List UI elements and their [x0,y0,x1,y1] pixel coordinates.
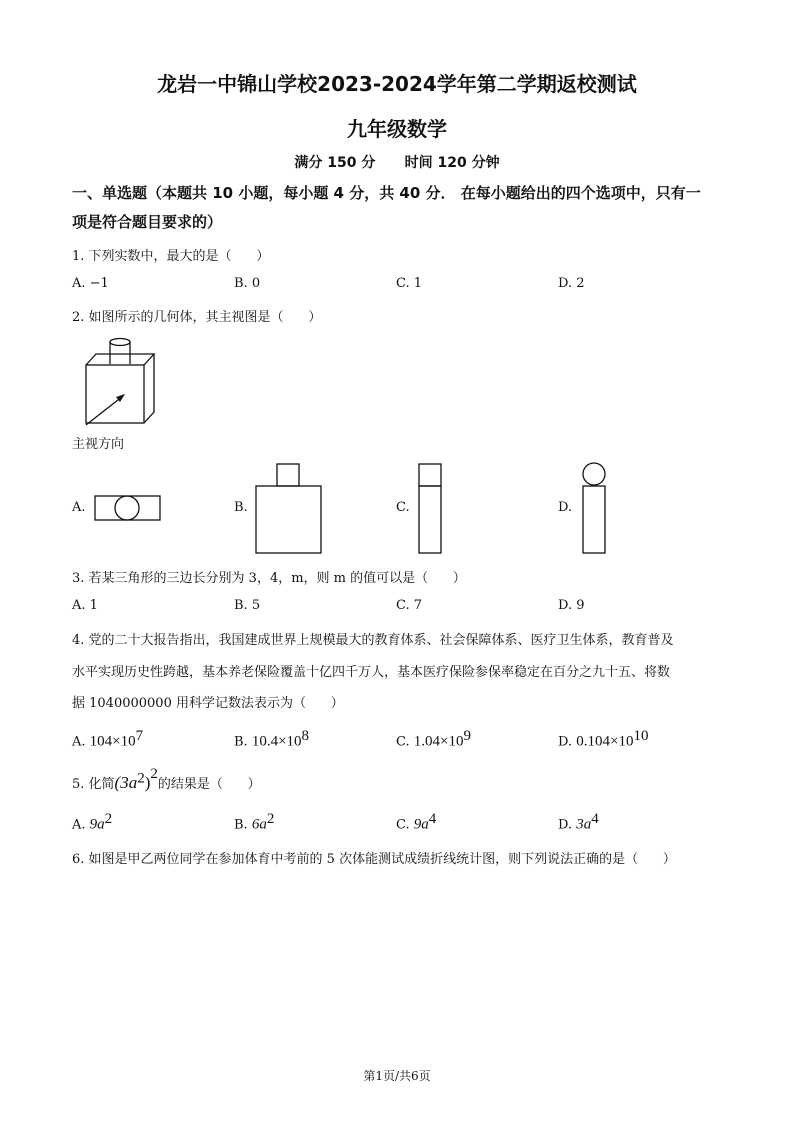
question-4-option-c [396,728,471,750]
option-exponent: 2 [266,811,275,827]
question-2-option-d: D. [558,500,573,515]
question-2-option-c: C. [396,500,410,515]
option-term: 3a [576,816,592,833]
question-6-stem: 6. 如图是甲乙两位同学在参加体育中考前的 5 次体能测试成绩折线统计图，则下列说法正确的是（ ） [72,852,676,867]
option-exponent: 4 [591,811,599,827]
question-1-option-d: D. 2 [558,276,585,291]
question-1-option-b: B. 0 [234,276,261,291]
question-5-option-c [396,811,436,833]
question-3-option-b: B. 5 [234,598,261,613]
question-2-stem: 2. 如图所示的几何体，其主视图是（ ） [72,310,322,325]
option-base: 0.104×10 [576,733,634,750]
option-term: 9a [89,816,105,833]
question-4-option-b [234,728,309,750]
question-4-line3: 据 1040000000 用科学记数法表示为（ ） [72,696,344,711]
exam-subject: 九年级数学 [347,117,447,141]
option-exponent: 8 [301,728,310,744]
section-heading-line1: 一、单选题（本题共 10 小题，每小题 4 分，共 40 分． 在每小题给出的四个选项中，只有一 [72,184,701,202]
option-label: C. [396,734,410,750]
question-3-option-c: C. 7 [396,598,423,613]
question-3-option-a: A. 1 [72,598,98,613]
question-1-stem: 1. 下列实数中，最大的是（ ） [72,249,270,264]
option-term: 6a [251,816,267,833]
option-exponent: 10 [633,728,649,744]
page-number: 第1页/共6页 [363,1069,431,1083]
section-heading-line2: 项是符合题目要求的） [72,213,223,231]
option-base: 1.04×10 [413,733,464,750]
option-label: A. [72,734,86,750]
question-4-option-a [72,728,143,750]
option-label: D. [558,734,573,750]
option-exponent: 2 [104,811,113,827]
question-3-option-d: D. 9 [558,598,585,613]
question-3-stem: 3. 若某三角形的三边长分别为 3，4，m，则 m 的值可以是（ ） [72,571,466,586]
option-term: 9a [413,816,429,833]
stem-expression: (3a [114,773,138,792]
question-5-option-b [234,811,274,833]
question-2-option-b: B. [234,500,248,515]
option-base: 104×10 [89,733,136,750]
option-base: 10.4×10 [251,733,302,750]
question-5-option-a [72,811,112,833]
option-label: A. [72,817,86,833]
stem-prefix: 5. 化简 [72,777,115,792]
option-label: C. [396,817,410,833]
exam-title: 龙岩一中锦山学校2023-2024学年第二学期返校测试 [157,72,637,96]
question-1-option-c: C. 1 [396,276,423,291]
stem-suffix: 的结果是（ ） [157,777,261,792]
question-1-option-a: A. −1 [72,276,109,291]
question-5-stem [72,766,261,793]
option-label: B. [234,734,248,750]
question-4-line2: 水平实现历史性跨越，基本养老保险覆盖十亿四千万人，基本医疗保险参保率稳定在百分之九十五、将数 [72,665,671,680]
view-direction-caption: 主视方向 [72,437,125,452]
option-label: B. [234,817,248,833]
question-2-option-a: A. [72,500,86,515]
stem-outer-exponent: 2 [150,766,158,782]
option-exponent: 4 [428,811,437,827]
question-4-option-d [558,728,648,750]
option-exponent: 9 [463,728,471,744]
exam-meta: 满分 150 分 时间 120 分钟 [294,155,500,171]
stem-inner-exponent: 2 [137,770,145,787]
option-exponent: 7 [135,728,144,744]
stem-close-paren: ) [144,773,151,792]
question-5-option-d [558,811,599,833]
question-4-line1: 4. 党的二十大报告指出，我国建成世界上规模最大的教育体系、社会保障体系、医疗卫生体系，教育普及 [72,633,674,648]
option-label: D. [558,817,573,833]
